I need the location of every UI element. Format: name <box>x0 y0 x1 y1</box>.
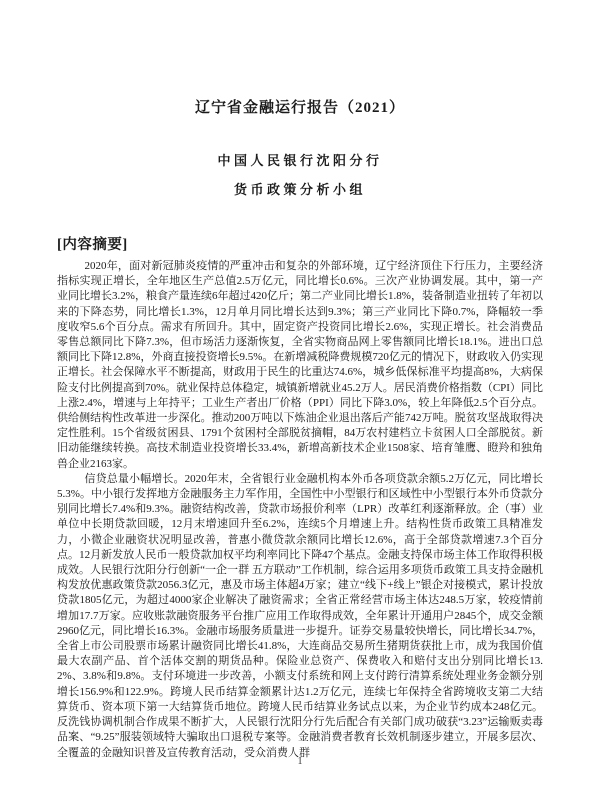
author-group-line: 货币政策分析小组 <box>233 182 366 197</box>
abstract-paragraph-economy: 2020年，面对新冠肺炎疫情的严重冲击和复杂的外部环境，辽宁经济顶住下行压力，主要经济指标实现正增长，全年地区生产总值2.5万亿元，同比增长0.6%。三次产业协调发展。其中，第一产业同比增长3.2%，粮食产量连续6年超过420亿斤；第二产业同比增长1.8%，装备制造业扭转了年初以来的下降态势，同比增长1.3%，12月单月同比增长达到9.3%；第三产业同比下降0.7%，降幅较一季度收窄5.6个百分点。需求有所回升。其中，固定资产投资同比增长2.6%，实现正增长。社会消费品零售总额同比下降7.3%，但市场活力逐渐恢复，全省实物商品网上零售额同比增长18.1%。进出口总额同比下降12.8%，外商直接投资增长9.5%。在新增减税降费规模720亿元的情况下，财政收入仍实现正增长。社会保障水平不断提高，财政用于民生的比重达74.6%，城乡低保标准平均提高8%，大病保险支付比例提高到70%。就业保持总体稳定，城镇新增就业45.2万人。居民消费价格指数（CPI）同比上涨2.4%，增速与上年持平；工业生产者出厂价格（PPI）同比下降3.0%，较上年降低2.5个百分点。供给侧结构性改革进一步深化。推动200万吨以下炼油企业退出落后产能742万吨。脱贫攻坚战取得决定性胜利。15个省级贫困县、1791个贫困村全部脱贫摘帽，84万农村建档立卡贫困人口全部脱贫。新旧动能继续转换。高技术制造业投资增长33.4%，新增高新技术企业1508家、培育雏鹰、瞪羚和独角兽企业2163家。 <box>57 260 543 470</box>
abstract-body <box>0 259 600 761</box>
abstract-heading: [内容摘要] <box>57 237 128 253</box>
author-org-line: 中国人民银行沈阳分行 <box>217 153 383 168</box>
document-title: 辽宁省金融运行报告（2021） <box>194 100 405 116</box>
abstract-paragraph-credit: 信贷总量小幅增长。2020年末，全省银行业金融机构本外币各项贷款余额5.2万亿元，同比增长5.3%。中小银行发挥地方金融服务主力军作用，全国性中小型银行和区域性中小型银行本外币贷款分别同比增长7.4%和9.3%。融资结构改善，贷款市场报价利率（LPR）改革红利逐渐释放。企（事）业单位中长期贷款回暖，12月末增速回升至6.2%，连续5个月增速上升。结构性货币政策工具精准发力，小微企业融资状况明显改善，普惠小微贷款余额同比增长12.6%，高于全部贷款增速7.3个百分点。12月新发放人民币一般贷款加权平均利率同比下降47个基点。金融支持保市场主体工作取得积极成效。人民银行沈阳分行创新“一企一群 五方联动”工作机制，综合运用多项货币政策工具支持金融机构发放优惠政策贷款2056.3亿元，惠及市场主体超4万家；建立“线下+线上”银企对接模式，累计投放贷款1805亿元，为超过4000家企业解决了融资需求；全省正常经营市场主体达248.5万家，较疫情前增加17.7万家。应收账款融资服务平台推广应用工作取得成效，全年累计开通用户2845个，成交金额2960亿元，同比增长16.3%。金融市场服务质量进一步提升。证券交易量较快增长，同比增长34.7%，全省上市公司股票市场累计融资同比增长41.8%，大连商品交易所生猪期货获批上市，成为我国价值最大农副产品、首个活体交割的期货品种。保险业总资产、保费收入和赔付支出分别同比增长13.2%、3.8%和9.8%。支付环境进一步改善，小额支付系统和网上支付跨行清算系统处理业务金额分别增长156.9%和122.9%。跨境人民币结算金额累计达1.2万亿元，连续七年保持全省跨境收支第二大结算货币、资本项下第一大结算货币地位。跨境人民币结算业务试点以来，为企业节约成本248亿元。反洗钱协调机制合作成果不断扩大，人民银行沈阳分行先后配合有关部门成功破获“3.23”运输贩卖毒品案、“9.25”服装领域特大骗取出口退税专案等。金融消费者教育长效机制逐步建立，开展多层次、全覆盖的金融知识普及宣传教育活动，受众消费人群 <box>57 472 543 759</box>
page-number: 1 <box>297 756 303 767</box>
